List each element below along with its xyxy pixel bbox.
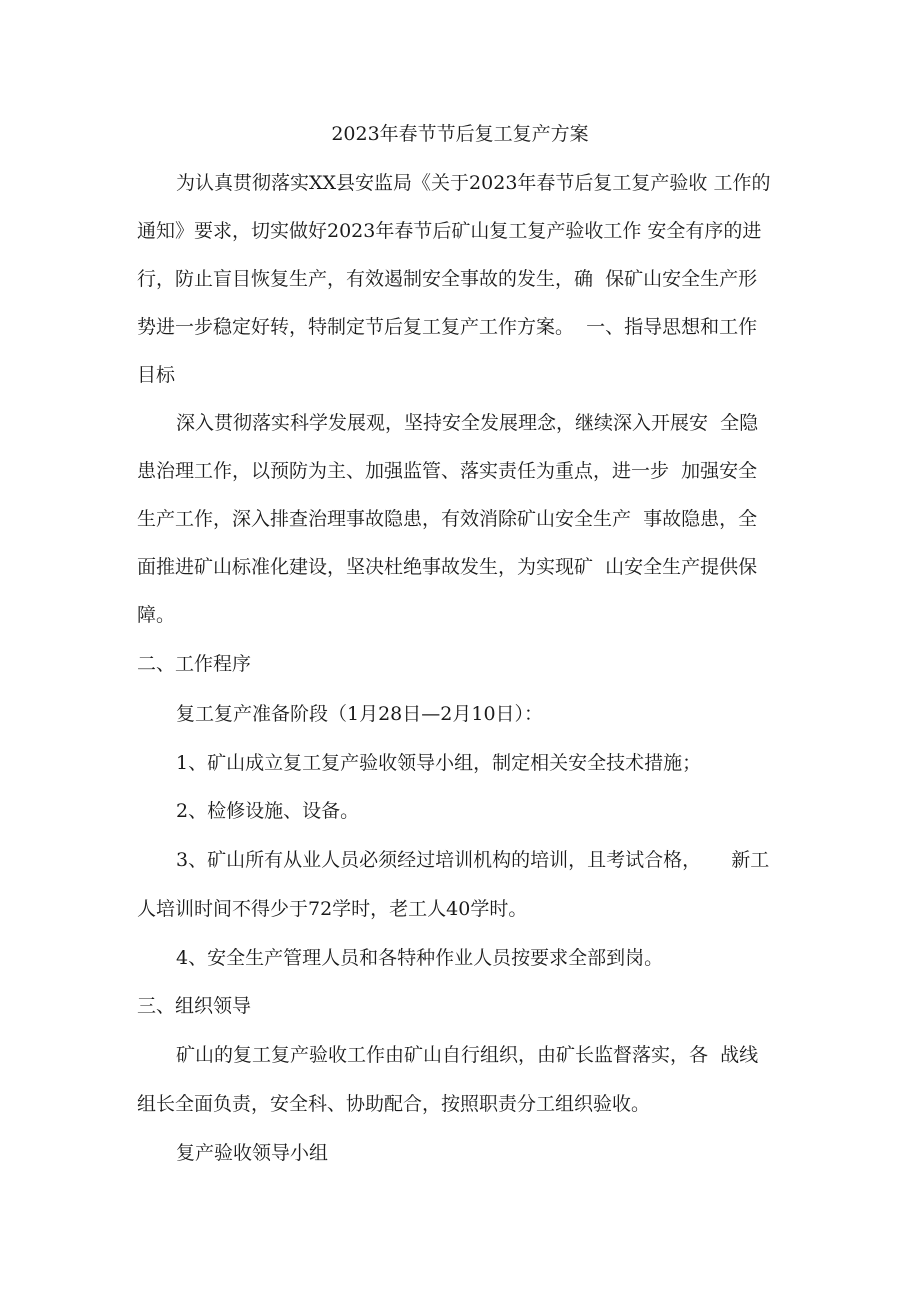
section-heading-line: 目标	[137, 364, 176, 386]
paragraph-line: 面推进矿山标准化建设，坚决杜绝事故发生，为实现矿 山安全生产提供保	[137, 556, 758, 578]
paragraph-line: 通知》要求，切实做好2023年春节后矿山复工复产验收工作 安全有序的进	[137, 220, 762, 242]
list-item: 3、矿山所有从业人员必须经过培训机构的培训，且考试合格， 新工	[176, 849, 770, 871]
paragraph-line: 复工复产准备阶段（1月28日—2月10日）：	[176, 703, 544, 725]
paragraph-line: 组长全面负责，安全科、协助配合，按照职责分工组织验收。	[137, 1093, 651, 1115]
paragraph-line: 势进一步稳定好转，特制定节后复工复产工作方案。 一、指导思想和工作	[137, 316, 758, 338]
paragraph-line: 矿山的复工复产验收工作由矿山自行组织，由矿长监督落实，各 战线	[176, 1044, 759, 1066]
document-title: 2023年春节节后复工复产方案	[331, 123, 589, 145]
paragraph-line: 生产工作，深入排查治理事故隐患，有效消除矿山安全生产 事故隐患，全	[137, 508, 758, 530]
list-item-continuation: 人培训时间不得少于72学时，老工人40学时。	[137, 898, 528, 920]
section-heading: 二、工作程序	[137, 653, 252, 675]
paragraph-line: 障。	[137, 604, 176, 626]
list-item: 1、矿山成立复工复产验收领导小组，制定相关安全技术措施；	[176, 752, 702, 774]
paragraph-line: 深入贯彻落实科学发展观，坚持安全发展理念，继续深入开展安 全隐	[176, 412, 759, 434]
paragraph-line: 患治理工作，以预防为主、加强监管、落实责任为重点，进一步 加强安全	[137, 460, 758, 482]
paragraph-line: 行，防止盲目恢复生产，有效遏制安全事故的发生，确 保矿山安全生产形	[137, 268, 758, 290]
list-item: 4、安全生产管理人员和各特种作业人员按要求全部到岗。	[176, 947, 664, 969]
list-item: 2、检修设施、设备。	[176, 800, 360, 822]
paragraph-line: 为认真贯彻落实XX县安监局《关于2023年春节后复工复产验收 工作的	[176, 172, 771, 194]
section-heading: 三、组织领导	[137, 995, 252, 1017]
subheading: 复产验收领导小组	[176, 1142, 329, 1164]
